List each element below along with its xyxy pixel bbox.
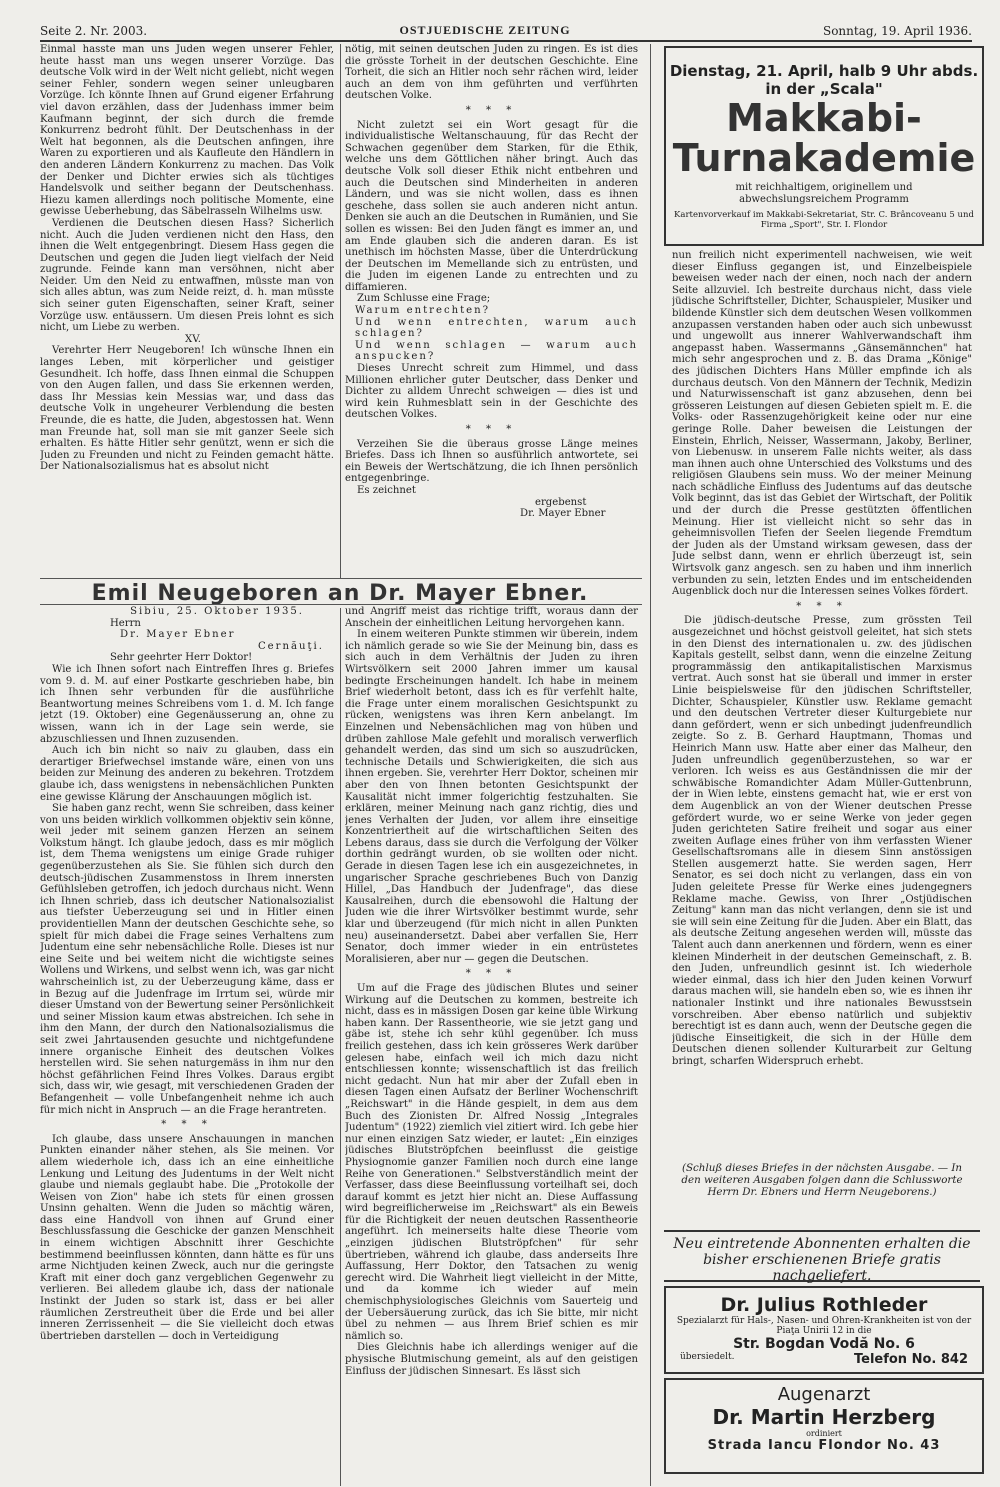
ad-subtext: mit reichhaltigem, originellem und: [735, 182, 913, 193]
ad-tickets: Kartenvorverkauf im Makkabi-Sekretariat, Str. C. Brâncoveanu 5 und Firma „Sport", Str. I. Flondor: [674, 210, 974, 230]
section-divider: * * *: [796, 600, 848, 612]
section-divider: * * *: [465, 424, 518, 435]
ad-venue: in der „Scala": [765, 80, 883, 98]
ad-doctor-name: Dr. Martin Herzberg: [712, 1405, 936, 1429]
ad-headline: Makkabi-: [726, 96, 922, 140]
paragraph: Zum Schlusse eine Frage;: [357, 293, 491, 305]
column-2: [345, 44, 638, 577]
paragraph: nötig, mit seinen deutschen Juden zu ringen. Es ist dies die grösste Torheit in der deutschen Geschichte. Eine Torheit, die sich an Hitler noch sehr rächen wird, leider auch an dem von ihm geführten und verführten deutschen Volke.: [345, 44, 638, 102]
ad-date: Dienstag, 21. April, halb 9 Uhr abds.: [669, 62, 979, 80]
closing-greeting: ergebenst: [535, 496, 587, 508]
ad-doctor-name: Dr. Julius Rothleder: [720, 1294, 928, 1316]
advertisement-herzberg: [664, 1378, 984, 1474]
question-line: Und wenn entrechten, warum auch schlagen?: [355, 316, 638, 340]
advertisement-rothleder: [664, 1286, 984, 1374]
paragraph: Einmal hasste man uns Juden wegen unserer Fehler, heute hasst man uns wegen unserer Vorzüge. Das deutsche Volk wird in der Welt nicht geliebt, nicht wegen seiner Fehler, sondern wegen seiner unleugbaren Vorzüge. Ich könnte Ihnen auf Grund eigener Erfahrung viel davon erzählen, dass der Judenhass immer beim Kaufmann beginnt, der sich durch die fremde Konkurrenz bedroht fühlt. Der Deutschenhass in der Welt hat begonnen, als die Deutschen anfingen, ihre Waren zu exportieren und als Kaufleute den Händlern in den anderen Ländern Konkurrenz zu machen. Das Volk der Denker und Dichter erwies sich als tüchtiges Handelsvolk und seither begann der Deutschenhass. Hiezu kamen allerdings noch politische Momente, eine gewisse Ueberhebung, das Säbelrasseln Wilhelms usw.: [40, 44, 334, 218]
signature: Dr. Mayer Ebner: [520, 508, 606, 520]
ad-address: Str. Bogdan Vodă No. 6: [733, 1336, 915, 1352]
question-line: Warum entrechten?: [355, 305, 491, 317]
paragraph: nun freilich nicht experimentell nachweisen, wie weit dieser Einfluss gegangen ist, und Einzelbeispiele beweisen weder nach der einen, noch nach der andern Seite allzuviel. Ich bestreite durchaus nicht, dass viele jüdische Schriftsteller, Dichter, Schauspieler, Musiker und bildende Künstler sich dem deutschen Wesen vollkommen anzupassen verstanden haben oder auch sich unbewusst und ungewollt aus innerer Wahlverwandschaft ihm angepasst haben. Wassermanns „Gänsemännchen" hat mich sehr angesprochen und z. B. das Drama „Könige" des jüdischen Dichters Hans Müller empfinde ich als durchaus deutsch. Von den Männern der Technik, Medizin und Naturwissenschaft ist ganz abzusehen, denn bei grösseren Leistungen auf diesen Gebieten spielt m. E. die Volks- oder Rassenzugehörigkeit keine oder nur eine geringe Rolle. Daher beweisen die Leistungen der Einstein, Ehrlich, Neisser, Wassermann, Jakoby, Berliner, von Liebenusw. in unserem Falle nichts weiter, als dass man ihnen auch ohne Unterschied des Volkstums und des religiösen Glaubens sein muss. Wo der meiner Meinung nach schädliche Einfluss des Judentums auf das deutsche Volk beginnt, das ist das Gebiet der Wirtschaft, der Politik und der durch die Presse gestützten öffentlichen Meinung. Hier ist vielleicht nicht so sehr das in geheimnisvollen Tiefen der Seelen liegende Fremdtum der Juden als der Umstand wirksam gewesen, dass der Jude selbst dann, wenn er ehrlich überzeugt ist, sein Wirtsvolk ganz angesch. sen zu haben und ihm innerlich verbunden zu sein, letzten Endes und im entscheidenden Augenblick doch nur die Interessen seines Volkes fördert.: [672, 250, 972, 598]
paragraph: Wie ich Ihnen sofort nach Eintreffen Ihres g. Briefes vom 9. d. M. auf einer Postkarte geschrieben habe, bin ich Ihnen sehr verbunden für die ausführliche Beantwortung meines Schreibens vom 1. d. M. Ich fange jetzt (19. Oktober) eine Gegenäusserung an, ohne zu wissen, wann ich in der Lage sein werde, sie abzuschliessen und Ihnen zuzusenden.: [40, 663, 334, 745]
section-number: XV.: [185, 333, 201, 345]
letter-salutation: Herrn: [110, 617, 141, 629]
closing-line: Es zeichnet: [357, 484, 416, 496]
ad-moved: übersiedelt.: [680, 1352, 735, 1362]
ad-specialty: Spezialarzt für Hals-, Nasen- und Ohren-Krankheiten ist von der Piaţa Unirii 12 in die: [676, 1316, 972, 1336]
ad-address: Strada Iancu Flondor No. 43: [707, 1438, 941, 1453]
section-divider: * * *: [465, 104, 518, 116]
paragraph: Nicht zuletzt sei ein Wort gesagt für die individualistische Weltanschauung, für das Recht der Schwachen gegenüber dem Starken, für die Ethik, welche uns dem Göttlichen näher bringt. Auch das deutsche Volk soll dieser Ethik nicht entbehren und auch die Deutschen sind Minderheiten in anderen Ländern, und was sie nicht wollen, dass es ihnen geschehe, dass sollen sie auch anderen nicht antun. Denken sie auch an die Deutschen in Rumänien, und Sie sollen es wissen: Bei den Juden fängt es immer an, und am Ende glauben sich die anderen daran. Es ist unethisch im höchsten Masse, über die Unterdrückung der Deutschen im Memellande sich zu entrüsten, und die Juden im eigenen Lande zu entrechten und zu diffamieren.: [345, 119, 638, 293]
ad-ordiniert: ordiniert: [806, 1429, 842, 1438]
column-rule: [650, 44, 651, 1486]
issue-date: Sonntag, 19. April 1936.: [822, 24, 972, 38]
advertisement-makkabi: [664, 46, 984, 246]
paragraph: Verehrter Herr Neugeboren! Ich wünsche Ihnen ein langes Leben, mit körperlicher und geistiger Gesundheit. Ich hoffe, dass Ihnen einmal die Schuppen von den Augen fallen, und dass Sie erkennen werden, dass Ihr Messias kein Messias war, und dass das deutsche Volk in ungeheurer Verblendung die besten Freunde, die es hatte, die Juden, abgestossen hat. Wenn man Freunde hat, soll man sie mit ganzer Seele sich erhalten. Es hätte Hitler sehr genützt, wenn er sich die Juden zu Freunden und nicht zu Feinden gemacht hätte. Der Nationalsozialismus hat es absolut nicht: [40, 345, 334, 473]
ad-subtext: abwechslungsreichem Programm: [739, 194, 909, 205]
paragraph: Dieses Unrecht schreit zum Himmel, und dass Millionen ehrlicher guter Deutscher, dass Denker und Dichter zu alldem Unrecht schweigen — dies ist und wird kein Ruhmesblatt sein in der Geschichte des deutschen Volkes.: [345, 363, 638, 421]
advertisement-subscription: Neu eintretende Abonnenten erhalten die bisher erschienenen Briefe gratis nachgeliefert.: [664, 1230, 980, 1282]
section-divider: * * *: [465, 968, 518, 980]
paragraph: In einem weiteren Punkte stimmen wir überein, indem ich nämlich gerade so wie Sie der Meinung bin, dass es sich auch in dem Verhältnis der Juden zu ihren Wirtsvölkern seit 2000 Jahren immer um kausal bedingte Erscheinungen handelt. Ich habe in meinem Brief wiederholt betont, dass ich es für verfehlt halte, die Frage unter einem moralischen Gesichtspunkt zu rücken, wenigstens was ihren Kern anbelangt. Im Einzelnen und Nebensächlichen mag von hüben und drüben zahllose Male gefehlt und moralisch verwerflich gehandelt werden, das sind um sich so auszudrücken, technische Details und Schwierigkeiten, die sich aus ihnen ergeben. Sie, verehrter Herr Doktor, scheinen mir aber den von Ihnen betonten Gesichtspunkt der Kausalität nicht immer folgerichtig festzuhalten. Sie erklären, meiner Meinung nach ganz richtig, dies und jenes Verhalten der Juden, vor allem ihre einseitige Konzentriertheit auf die wirtschaftlichen Seiten des Lebens daraus, dass sie durch die Verfolgung der Völker dorthin gedrängt wurden, ob sie wollten oder nicht. Gerade in diesen Tagen lese ich ein ausgezeichnetes, in ungarischer Sprache geschriebenes Buch von Danzig Hillel, „Das Handbuch der Judenfrage", das diese Kausalreihen, durch die ebensowohl die Haltung der Juden wie die ihrer Wirtsvölker bestimmt wurde, sehr klar und überzeugend (für mich nicht in allen Punkten neu) auseinandersetzt. Dabei aber verfallen Sie, Herr Senator, doch immer wieder in ein entrüstetes Moralisieren, aber nur — gegen die Deutschen.: [345, 629, 638, 965]
letter-city: Cernăuţi.: [257, 640, 324, 652]
paragraph: Dies Gleichnis habe ich allerdings weniger auf die physische Blutmischung gemeint, als auf den geistigen Einfluss der jüdischen Sinnesart. Es lässt sich: [345, 1342, 638, 1377]
column-4: [345, 606, 638, 1486]
paragraph: und Angriff meist das richtige trifft, woraus dann der Anschein der einheitlichen Leitung hervorgehen kann.: [345, 606, 638, 629]
paragraph: Um auf die Frage des jüdischen Blutes und seiner Wirkung auf die Deutschen zu kommen, bestreite ich nicht, dass es in mässigen Dosen gar keine üble Wirkung haben kann. Der Rassentheorie, wie sie jetzt gang und gäbe ist, stehe ich sehr kühl gegenüber. Ich muss freilich gestehen, dass ich kein grösseres Werk darüber gelesen habe, einfach weil ich mich dazu nicht entschliessen konnte; wissenschaftlich ist das freilich nicht gedacht. Nun hat mir aber der Zufall eben in diesen Tagen einen Aufsatz der Berliner Wochenschrift „Reichswart" in die Hände gespielt, in dem aus dem Buch des Zionisten Dr. Alfred Nossig „Integrales Judentum" (1922) ziemlich viel zitiert wird. Ich gebe hier nur einen einzigen Satz wieder, er lautet: „Ein einziges jüdisches Blutströpfchen beeinflusst die geistige Physiognomie ganzer Familien noch durch eine lange Reihe von Generationen." Selbstverständlich meint der Verfasser, dass diese Beeinflussung vorteilhaft sei, doch darauf kommt es jetzt hier nicht an. Diese Auffassung wird begreiflicherweise im „Reichswart" als ein Beweis für die Richtigkeit der neuen deutschen Rassentheorie angeführt. Ich meinerseits halte diese Theorie vom „einzigen jüdischen Blutströpfchen" für sehr übertrieben, während ich glaube, dass anderseits Ihre Auffassung, Herr Doktor, den Tatsachen zu wenig gerecht wird. Die Wahrheit liegt vielleicht in der Mitte, und da komme ich wieder auf mein chemischphysiologisches Gleichnis vom Sauerteig und der Uebersäuerung zurück, das ich Sie bitte, mir nicht übel zu nehmen — aus Ihrem Brief schien es mir nämlich so.: [345, 983, 638, 1342]
page-header: [40, 18, 972, 42]
letter-recipient: Dr. Mayer Ebner: [120, 629, 236, 641]
letter-greeting: Sehr geehrter Herr Doktor!: [110, 652, 253, 664]
divider: [40, 604, 642, 605]
continuation-note: (Schluß dieses Briefes in der nächsten Ausgabe. — In den weiteren Ausgaben folgen dann die Schlussworte Herrn Dr. Ebners und Herrn Neugeborens.): [681, 1162, 963, 1198]
page-number: Seite 2. Nr. 2003.: [40, 24, 148, 38]
paragraph: Die jüdisch-deutsche Presse, zum grössten Teil ausgezeichnet und höchst geistvoll geleitet, hat sich stets in den Dienst des internationalen u. zw. des jüdischen Kapitals gestellt, selbst dann, wenn die einzelne Zeitung programmässig den antikapitalistischen Marxismus vertrat. Auch sonst hat sie überall und immer in erster Linie beispielsweise für den jüdischen Schriftsteller, Dichter, Schauspieler, Künstler usw. Reklame gemacht und den deutschen Vertreter dieser Kulturgebiete nur dann gefördert, wenn er sich unbedingt judenfreundlich zeigte. So z. B. Gerhard Hauptmann, Thomas und Heinrich Mann usw. Hatte aber einer das Malheur, den Juden unfreundlich gegenüberzustehen, so war er verloren. Ich weiss es aus Geständnissen die mir der schwäbische Romandichter Adam Müller-Guttenbrunn, der in Wien lebte, einstens gemacht hat, wie er erst von dem Augenblick an von der Wiener deutschen Presse gefördert wurde, wo er seine Werke von jeder gegen Juden gerichteten Satire freiheit und sogar aus einer zweiten Auflage eines früher von ihm verfassten Wiener Gesellschaftsromans alle in diesem Sinn anstössigen Stellen ausgemerzt hatte. Sie werden sagen, Herr Senator, es sei doch nicht zu verlangen, dass ein von Juden geleitete Presse für Werke eines judengegners Reklame mache. Gewiss, von Ihrer „Ostjüdischen Zeitung" kann man das nicht verlangen, denn sie ist und sie will sein eine Zeitung für die Juden. Aber ein Blatt, das als deutsche Zeitung angesehen werden will, müsste das Talent auch dann anerkennen und fördern, wenn es einer kleinen Minderheit in der deutschen Gemeinschaft, z. B. den Juden, unfreundlich gesinnt ist. Ich wiederhole wieder einmal, dass ich hier den Juden keinen Vorwurf daraus machen will, sie handeln eben so, wie es ihnen ihr nationaler Instinkt und ihre nationales Bewusstsein vorschreiben. Aber ebenso natürlich und subjektiv berechtigt ist es dann auch, wenn der Deutsche gegen die jüdische Einseitigkeit, die sich in der Hülle dem Deutschen dienen sollender Kulturarbeit zur Geltung bringt, scharfen Widerspruch erhebt.: [672, 615, 972, 1067]
newspaper-title: OSTJUEDISCHE ZEITUNG: [399, 23, 571, 37]
column-1: [40, 44, 334, 577]
column-3: [40, 606, 334, 1486]
paragraph: Auch ich bin nicht so naiv zu glauben, dass ein derartiger Briefwechsel imstande wäre, einen von uns beiden zur Meinung des anderen zu bekehren. Trotzdem glaube ich, dass wenigstens in nebensächlichen Punkten eine gewisse Klärung der Anschauungen möglich ist.: [40, 745, 334, 803]
paragraph: Verzeihen Sie die überaus grosse Länge meines Briefes. Dass ich Ihnen so ausführlich antwortete, sei ein Beweis der Wertschätzung, die ich Ihnen persönlich entgegenbringe.: [345, 438, 638, 485]
ad-footer-row: [666, 1352, 982, 1367]
paragraph: Verdienen die Deutschen diesen Hass? Sicherlich nicht. Auch die Juden verdienen nicht den Hass, den ihnen die Welt entgegenbringt. Diesem Hass gegen die Deutschen und gegen die Juden liegt vielfach der Neid zugrunde. Feinde kann man versöhnen, nicht aber Neider. Um den Neid zu entwaffnen, müsste man von sich alles abtun, was zum Neide reizt, d. h. man müsste sich seiner guten Eigenschaften, seiner Kraft, seiner Vorzüge usw. entäussern. Um diesen Preis lohnt es sich nicht, um Liebe zu werben.: [40, 217, 334, 334]
paragraph: Ich glaube, dass unsere Anschauungen in manchen Punkten einander näher stehen, als Sie meinen. Vor allem wiederhole ich, dass ich an eine einheitliche Lenkung und Leitung des Judentums in der Welt nicht glaube und niemals geglaubt habe. Die „Protokolle der Weisen von Zion" habe ich stets für einen grossen Unsinn gehalten. Wenn die Juden so mächtig wären, dass eine Handvoll von ihnen auf Grund einer Beschlussfassung die Geschicke der ganzen Menschheit in einem wichtigen Abschnitt ihrer Geschichte bestimmend beeinflussen könnten, dann hätte es für uns arme Nichtjuden keinen Zweck, auch nur die geringste Kraft mit einer doch ganz vergeblichen Gegenwehr zu verlieren. Bei alledem glaube ich, dass der nationale Instinkt der Juden so stark ist, dass er bei aller räumlichen Zerstreutheit über die Erde und bei aller inneren Zerrissenheit — die Sie vielleicht doch etwas übertrieben darstellen — doch in Verteidigung: [40, 1133, 334, 1342]
paragraph: Sie haben ganz recht, wenn Sie schreiben, dass keiner von uns beiden wirklich vollkommen objektiv sein könne, weil jeder mit seinem ganzen Herzen an seinem Volkstum hängt. Ich glaube jedoch, dass es mir möglich ist, dem Thema wenigstens um einige Grade ruhiger gegenüberzustehen als Sie. Sie fühlen sich durch den deutsch-jüdischen Zusammenstoss in Ihrem innersten Gefühlsleben getroffen, ich jedoch durchaus nicht. Wenn ich Ihnen schrieb, dass ich deutscher Nationalsozialist aus tiefster Ueberzeugung sei und in Hitler einen providentiellen Mann der deutschen Geschichte sehe, so spielt für mich dabei die Frage seines Verhaltens zum Judentum eine sehr nebensächliche Rolle. Dieses ist nur eine Seite und bei weitem nicht die wichtigste seines Wollens und Wirkens, und selbst wenn ich, was gar nicht wahrscheinlich ist, zu der Ueberzeugung käme, dass er in Bezug auf die Judenfrage im Irrtum sei, würde mir dieser Umstand von der Bewertung seiner Persönlichkeit und seiner Mission kaum etwas abstreichen. Ich sehe in ihm den Mann, der durch den Nationalsozialismus die seit zwei Jahrtausenden gesuchte und nichtgefundene innere organische Einheit des deutschen Volkes herstellen wird. Sie sehen naturgemäss in ihm nur den höchst gefährlichen Feind Ihres Volkes. Daraus ergibt sich, dass wir, wie gesagt, mit verschiedenen Graden der Befangenheit — volle Unbefangenheit nehme ich auch für mich nicht in Anspruch — an die Frage herantreten.: [40, 803, 334, 1116]
ad-phone: Telefon No. 842: [853, 1352, 968, 1367]
divider: [40, 578, 642, 579]
ad-profession: Augenarzt: [777, 1384, 871, 1405]
column-5: [672, 250, 972, 1222]
section-divider: * * *: [161, 1119, 213, 1131]
column-rule: [340, 44, 341, 578]
question-line: Und wenn schlagen — warum auch anspucken?: [355, 339, 638, 363]
column-rule: [340, 608, 341, 1486]
article-title: Emil Neugeboren an Dr. Mayer Ebner.: [91, 581, 589, 606]
ad-headline: Turnakademie: [672, 136, 976, 180]
letter-place-date: Sibiu, 25. Oktober 1935.: [130, 606, 304, 617]
